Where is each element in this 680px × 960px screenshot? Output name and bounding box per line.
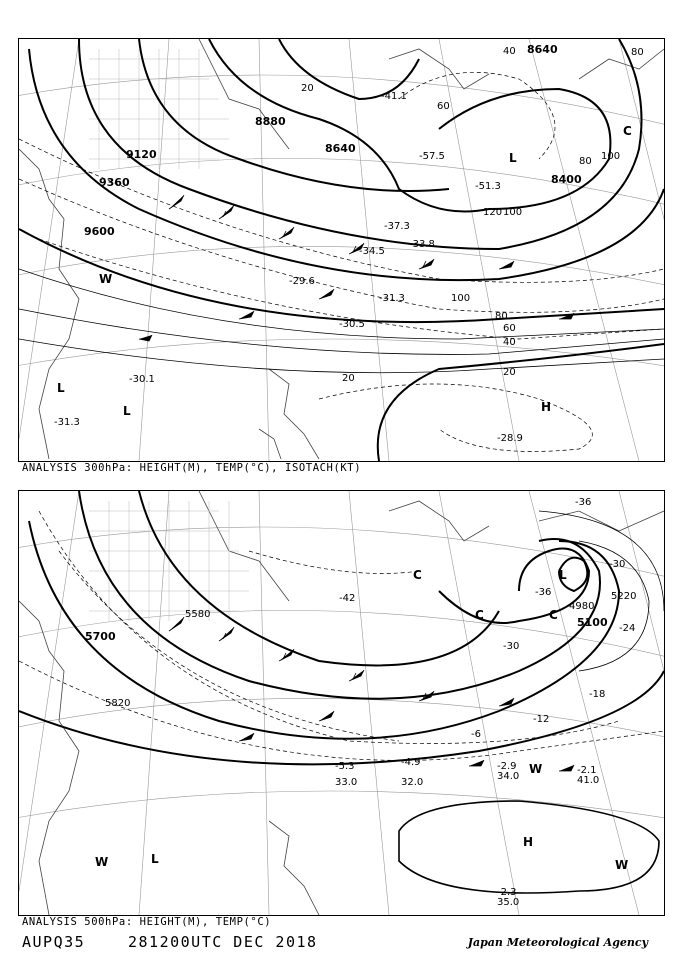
thin-contours [539,511,664,671]
bottom-temp-label-6: -6 [471,729,481,740]
bottom-station-label-5: -2.3 [497,887,517,898]
bottom-station-label-8: 32.0 [401,777,424,788]
bottom-warm-symbol-3: W [615,858,629,872]
top-height-label-7: 8400 [551,173,582,186]
bottom-temp-label-7: -42 [339,593,356,604]
top-isotach-label-14: 80 [631,47,644,58]
bottom-cold-symbol-1: C [413,568,422,582]
agency-name: Japan Meteorological Agency [467,936,648,949]
bottom-height-label-3: 5820 [105,698,131,709]
bottom-height-label-4: 5100 [577,616,608,629]
top-isotach-label-1: 20 [301,83,314,94]
bottom-height-label-6: 5220 [611,591,637,602]
bottom-height-label-2: 5580 [185,609,211,620]
top-temp-label-11: -57.5 [419,151,445,162]
top-low-symbol-1: L [509,151,517,165]
top-chart-map [19,39,664,461]
top-cold-symbol: C [623,124,632,138]
top-isotach-label-11: 40 [503,46,516,57]
height-contours [19,491,664,764]
top-height-label-4: 9360 [99,176,130,189]
bottom-warm-symbol-1: W [95,855,109,869]
bottom-station-label-4: 41.0 [577,775,600,786]
top-high-symbol: H [541,400,552,414]
bottom-temp-label-5: -12 [533,714,550,725]
top-isotach-label-6: 100 [451,293,471,304]
top-temp-label-8: -28.9 [497,433,523,444]
top-height-label-2: 8880 [255,115,286,128]
bottom-temp-label-9: -30 [503,641,520,652]
top-temp-label-10: -51.3 [475,181,501,192]
top-height-label-6: 8640 [325,142,356,155]
top-low-symbol-3: L [123,404,131,418]
top-warm-symbol: W [99,272,113,286]
top-isotach-label-10: 60 [437,101,450,112]
top-temp-label-4: -34.5 [359,246,385,257]
top-temp-label-12: -41.1 [381,91,407,102]
top-chart-panel [18,38,665,462]
top-temp-label-6: -30.1 [129,374,155,385]
bottom-low-symbol-2: L [151,852,159,866]
bottom-temp-label-1: -36 [575,497,592,508]
top-temp-label-3: -33.8 [409,239,435,250]
bottom-chart-caption: ANALYSIS 500hPa: HEIGHT(M), TEMP(°C) [22,916,272,928]
graticule [19,39,664,461]
hatch-region [89,49,229,169]
top-isotach-label-7: 120 [483,207,503,218]
top-height-label-3: 9120 [126,148,157,161]
top-isotach-label-12: 20 [503,367,516,378]
bottom-station-label-10: 33.0 [335,777,358,788]
top-temp-label-1: -30.5 [339,319,365,330]
top-isotach-label-4: 60 [503,323,516,334]
bottom-temp-label-4: -18 [589,689,606,700]
top-isotach-label-3: 40 [503,337,516,348]
bottom-station-label-1: -2.9 [497,761,517,772]
top-isotach-label-13: 100 [601,151,621,162]
height-contours [19,39,664,461]
bottom-station-label-9: -5.3 [335,761,355,772]
top-temp-label-9: -37.3 [384,221,410,232]
bottom-chart-map [19,491,664,915]
bottom-high-symbol: H [523,835,534,849]
product-code: AUPQ35 [22,933,86,951]
bottom-temp-label-8: -36 [535,587,552,598]
bottom-low-symbol: L [559,568,567,582]
bottom-height-label-5: 4980 [569,601,595,612]
top-isotach-label-2: 20 [342,373,355,384]
bottom-height-label-1: 5700 [85,630,116,643]
top-height-label-1: 8640 [527,43,558,56]
bottom-station-label-2: 34.0 [497,771,520,782]
bottom-warm-symbol-2: W [529,762,543,776]
bottom-cold-symbol-3: C [549,608,558,622]
top-chart-caption: ANALYSIS 300hPa: HEIGHT(M), TEMP(°C), ISOTACH(KT) [22,462,362,474]
top-low-symbol-2: L [57,381,65,395]
bottom-station-label-7: -4.9 [401,757,421,768]
top-isotach-label-5: 80 [495,311,508,322]
bottom-temp-label-2: -30 [609,559,626,570]
coastlines [19,39,664,459]
top-temp-label-7: -31.3 [54,417,80,428]
top-temp-label-2: -31.3 [379,293,405,304]
top-isotach-label-8: 100 [503,207,523,218]
top-temp-label-5: -29.6 [289,276,315,287]
top-height-label-5: 9600 [84,225,115,238]
hatch-region [89,501,249,621]
bottom-temp-label-3: -24 [619,623,636,634]
bottom-station-label-6: 35.0 [497,897,520,908]
valid-time: 281200UTC DEC 2018 [128,933,318,951]
bottom-station-label-3: -2.1 [577,765,597,776]
bottom-chart-panel [18,490,665,916]
bottom-cold-symbol-2: C [475,608,484,622]
top-isotach-label-9: 80 [579,156,592,167]
